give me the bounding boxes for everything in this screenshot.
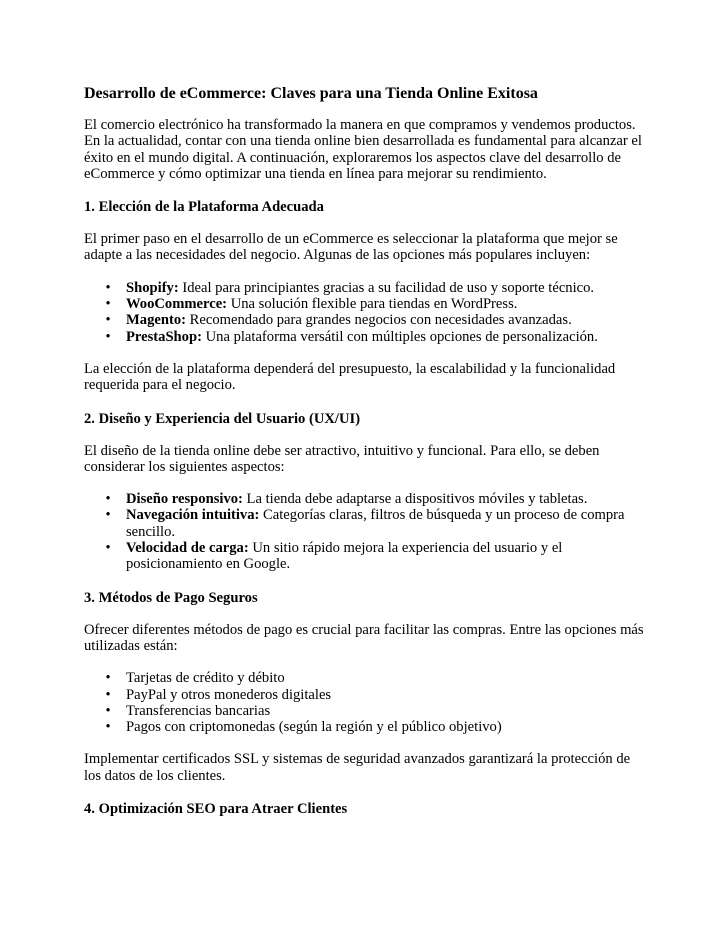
- section-heading: 3. Métodos de Pago Seguros: [84, 589, 258, 606]
- document-title: Desarrollo de eCommerce: Claves para una Tienda Online Exitosa: [84, 85, 538, 102]
- bullet-icon: •: [105, 686, 111, 703]
- section-closing: La elección de la plataforma dependerá del presupuesto, la escalabilidad y la funcionalidad requerida para el negocio.: [84, 360, 616, 394]
- bullet-icon: •: [105, 296, 111, 313]
- bullet-icon: •: [105, 702, 111, 719]
- item-text: Categorías claras, filtros de búsqueda y un proceso de compra sencillo.: [126, 507, 625, 540]
- bullet-icon: •: [105, 670, 111, 687]
- list-item: [84, 507, 644, 540]
- document-body: [84, 84, 644, 833]
- list-item: [84, 703, 644, 719]
- section-paragraph: Ofrecer diferentes métodos de pago es crucial para facilitar las compras. Entre las opciones más utilizadas están:: [84, 621, 644, 654]
- ux-list: [84, 491, 644, 572]
- item-text: PayPal y otros monederos digitales: [126, 686, 332, 703]
- list-item: [84, 670, 644, 686]
- section-paragraph: El primer paso en el desarrollo de un eCommerce es seleccionar la plataforma que mejor se adapte a las necesidades del negocio. Algunas de las opciones más populares incluyen:: [84, 231, 618, 264]
- item-term: Shopify:: [126, 279, 179, 296]
- item-text: Transferencias bancarias: [126, 702, 271, 719]
- bullet-icon: •: [105, 719, 111, 736]
- bullet-icon: •: [105, 491, 111, 508]
- list-item: [84, 687, 644, 703]
- item-text: Una plataforma versátil con múltiples opciones de personalización.: [201, 328, 598, 345]
- item-text: Un sitio rápido mejora la experiencia del usuario y el posicionamiento en Google.: [126, 540, 563, 573]
- section-heading: 1. Elección de la Plataforma Adecuada: [84, 199, 324, 216]
- item-text: Ideal para principiantes gracias a su facilidad de uso y soporte técnico.: [178, 279, 595, 296]
- bullet-icon: •: [105, 312, 111, 329]
- item-text: Una solución flexible para tiendas en WordPress.: [227, 296, 518, 313]
- section-heading: 2. Diseño y Experiencia del Usuario (UX/UI): [84, 410, 361, 427]
- list-item: [84, 312, 644, 328]
- section-closing: Implementar certificados SSL y sistemas de seguridad avanzados garantizará la protección de los datos de los clientes.: [84, 751, 631, 784]
- list-item: [84, 329, 644, 345]
- section-heading: 4. Optimización SEO para Atraer Clientes: [84, 801, 348, 818]
- item-term: Diseño responsivo:: [126, 491, 243, 508]
- list-item: [84, 491, 644, 507]
- list-item: [84, 296, 644, 312]
- item-term: WooCommerce:: [126, 296, 228, 313]
- item-term: Magento:: [126, 312, 186, 329]
- list-item: [84, 540, 644, 573]
- bullet-icon: •: [105, 279, 111, 296]
- platform-list: [84, 280, 644, 345]
- item-text: La tienda debe adaptarse a dispositivos móviles y tabletas.: [242, 491, 588, 508]
- bullet-icon: •: [105, 507, 111, 524]
- bullet-icon: •: [105, 328, 111, 345]
- item-term: Navegación intuitiva:: [126, 507, 260, 524]
- list-item: [84, 719, 644, 735]
- item-term: Velocidad de carga:: [126, 540, 249, 557]
- payment-list: [84, 670, 644, 735]
- item-text: Pagos con criptomonedas (según la región y el público objetivo): [126, 719, 502, 736]
- list-item: [84, 280, 644, 296]
- item-text: Recomendado para grandes negocios con necesidades avanzadas.: [185, 312, 572, 329]
- item-text: Tarjetas de crédito y débito: [126, 670, 285, 687]
- item-term: PrestaShop:: [126, 328, 202, 345]
- section-paragraph: El diseño de la tienda online debe ser atractivo, intuitivo y funcional. Para ello, se deben considerar los siguientes aspectos:: [84, 442, 600, 475]
- intro-paragraph: El comercio electrónico ha transformado la manera en que compramos y vendemos productos. En la actualidad, contar con una tienda online bien desarrollada es fundamental para alcanzar el éxito en el mundo digital. A continuación, exploraremos los aspectos clave del desarrollo de eCommerce y cómo optimizar una tienda en línea para mejorar su rendimiento.: [84, 117, 642, 182]
- bullet-icon: •: [105, 540, 111, 557]
